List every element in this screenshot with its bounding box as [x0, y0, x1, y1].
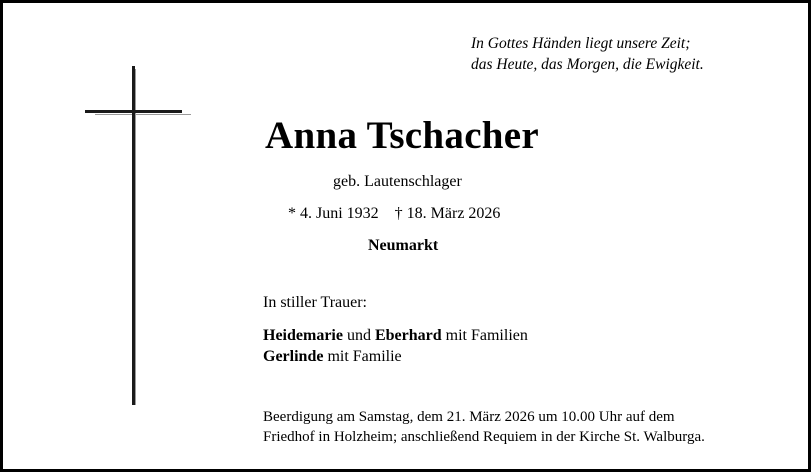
mourner-gerlinde: Gerlinde — [263, 348, 324, 365]
mourners-line-2 — [263, 346, 528, 367]
cross-horizontal-beam — [85, 110, 182, 113]
verse-line-2: das Heute, das Morgen, die Ewigkeit. — [471, 56, 704, 73]
mourner-suffix-family: mit Familie — [323, 348, 402, 365]
cross-vertical-shadow — [135, 69, 136, 405]
funeral-info — [263, 407, 705, 447]
maiden-name: geb. Lautenschlager — [333, 173, 462, 190]
birth-date: * 4. Juni 1932 — [288, 205, 379, 222]
cross-icon — [3, 3, 203, 423]
verse-line-1: In Gottes Händen liegt unsere Zeit; — [471, 35, 691, 52]
mourners-list — [263, 325, 528, 367]
mourners-line-1 — [263, 325, 528, 346]
mourner-and: und — [342, 327, 375, 344]
deceased-name: Anna Tschacher — [265, 114, 540, 157]
funeral-line-1: Beerdigung am Samstag, dem 21. März 2026 um 10.00 Uhr auf dem — [263, 409, 675, 425]
cross-vertical-beam — [132, 66, 135, 405]
mourner-suffix-families: mit Familien — [441, 327, 528, 344]
mourners-intro: In stiller Trauer: — [263, 294, 367, 311]
funeral-line-2: Friedhof in Holzheim; anschließend Requiem in der Kirche St. Walburga. — [263, 429, 705, 445]
mourner-eberhard: Eberhard — [374, 327, 442, 344]
mourner-heidemarie: Heidemarie — [263, 327, 343, 344]
place: Neumarkt — [368, 237, 439, 254]
life-dates — [288, 205, 500, 223]
cross-horizontal-shadow — [95, 114, 191, 115]
death-date: † 18. März 2026 — [394, 205, 501, 222]
verse — [471, 33, 704, 75]
